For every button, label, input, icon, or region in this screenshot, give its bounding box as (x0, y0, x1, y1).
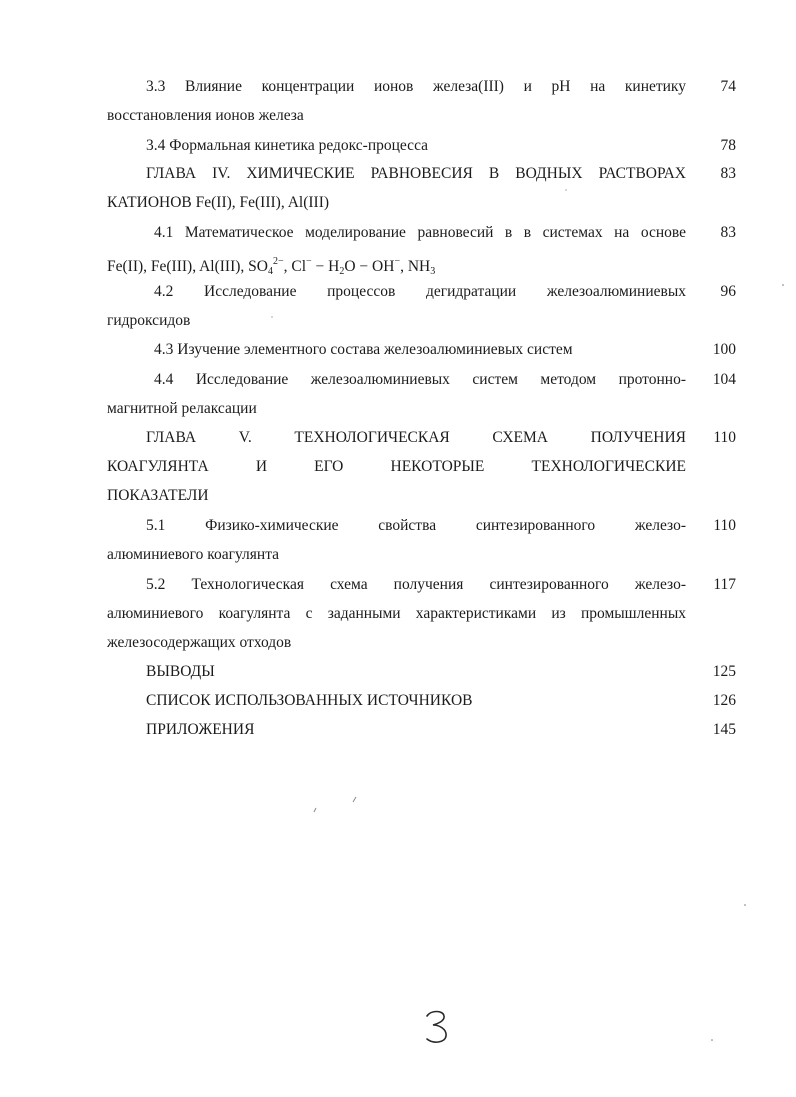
toc-page-number: 117 (713, 576, 736, 593)
toc-line: алюминиевого коагулянта с заданными характеристиками из промышленных (107, 605, 686, 622)
toc-page-number: 96 (720, 283, 736, 300)
toc-line: ГЛАВА V. ТЕХНОЛОГИЧЕСКАЯ СХЕМА ПОЛУЧЕНИЯ (146, 429, 686, 446)
toc-page-number: 125 (712, 663, 736, 680)
toc-line: ПОКАЗАТЕЛИ (107, 487, 209, 504)
toc-page-number: 126 (712, 692, 736, 709)
toc-line: железосодержащих отходов (107, 634, 292, 651)
toc-page-number: 74 (720, 78, 736, 95)
toc-line: КОАГУЛЯНТА И ЕГО НЕКОТОРЫЕ ТЕХНОЛОГИЧЕСКИЕ (107, 458, 686, 475)
toc-line: алюминиевого коагулянта (107, 546, 280, 563)
toc-page-number: 83 (720, 165, 736, 182)
toc-page-number: 78 (720, 137, 736, 154)
toc-line: 4.2 Исследование процессов дегидратации железоалюминиевых (154, 283, 686, 300)
toc-line: ПРИЛОЖЕНИЯ (146, 721, 255, 738)
toc-line: 4.4 Исследование железоалюминиевых систем методом протонно- (154, 371, 686, 388)
toc-line: 5.2 Технологическая схема получения синтезированного железо- (146, 576, 686, 593)
toc-page-number: 110 (713, 429, 736, 446)
toc-line: восстановления ионов железа (107, 107, 304, 124)
toc-line: СПИСОК ИСПОЛЬЗОВАННЫХ ИСТОЧНИКОВ (146, 692, 473, 709)
toc-line: 4.1 Математическое моделирование равновесий в в системах на основе (154, 224, 686, 241)
toc-line: ГЛАВА IV. ХИМИЧЕСКИЕ РАВНОВЕСИЯ В ВОДНЫХ РАСТВОРАХ (146, 165, 686, 182)
toc-page-number: 100 (712, 341, 736, 358)
toc-line: ВЫВОДЫ (146, 663, 215, 680)
toc-page-number: 83 (720, 224, 736, 241)
toc-line: КАТИОНОВ Fe(II), Fe(III), Al(III) (107, 194, 330, 211)
toc-page-number: 104 (712, 371, 736, 388)
toc-line: 3.4 Формальная кинетика редокс-процесса (146, 137, 429, 154)
toc-line: гидроксидов (107, 312, 191, 329)
toc-line: 4.3 Изучение элементного состава железоалюминиевых систем (154, 341, 573, 358)
chemical-formula: Fe(II), Fe(III), Al(III), $SO_4^{2-}$, $Cl^- - H_2O - OH^-$, $NH_3$ (107, 256, 436, 277)
handwritten-page-number (422, 1007, 452, 1047)
toc-page-number: 145 (712, 721, 736, 738)
toc-page-number: 110 (713, 517, 736, 534)
toc-line: магнитной релаксации (107, 400, 257, 417)
toc-line: 5.1 Физико-химические свойства синтезированного железо- (146, 517, 686, 534)
toc-line: 3.3 Влияние концентрации ионов железа(III) и pH на кинетику (146, 78, 686, 95)
